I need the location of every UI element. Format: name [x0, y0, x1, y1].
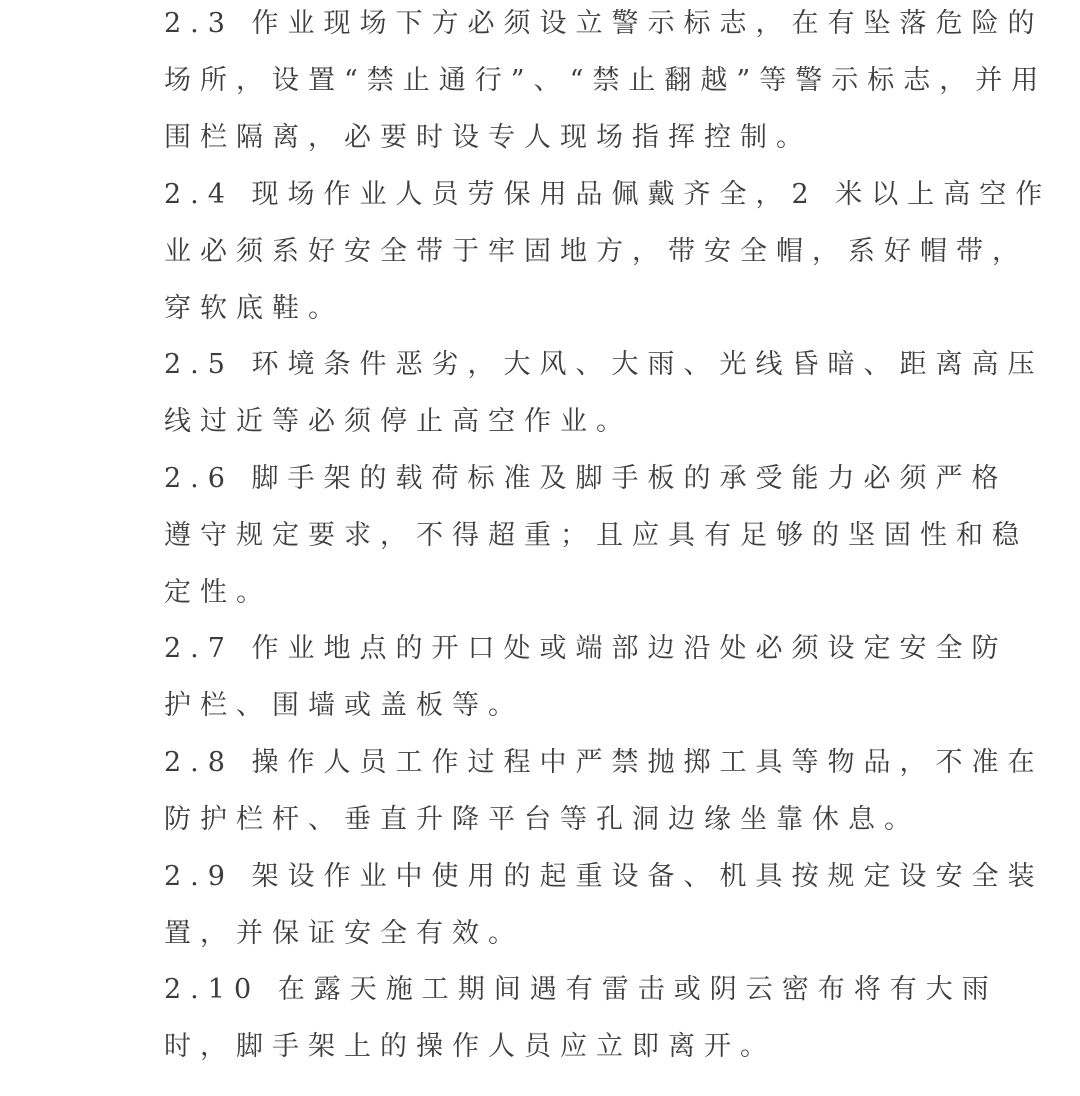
text-line: 2.9 架设作业中使用的起重设备、机具按规定设安全装 — [164, 861, 1044, 892]
text-line: 场所，设置“禁止通行”、“禁止翻越”等警示标志，并用 — [164, 65, 1048, 96]
text-line: 穿软底鞋。 — [164, 293, 344, 324]
text-line: 置，并保证安全有效。 — [164, 918, 524, 949]
text-line: 2.7 作业地点的开口处或端部边沿处必须设定安全防 — [164, 633, 1008, 664]
text-line: 2.4 现场作业人员劳保用品佩戴齐全，2 米以上高空作 — [164, 179, 1052, 210]
text-line: 定性。 — [164, 577, 272, 608]
text-line: 遵守规定要求，不得超重；且应具有足够的坚固性和稳 — [164, 520, 1028, 551]
text-line: 线过近等必须停止高空作业。 — [164, 406, 632, 437]
text-line: 围栏隔离，必要时设专人现场指挥控制。 — [164, 122, 812, 153]
text-line: 2.8 操作人员工作过程中严禁抛掷工具等物品，不准在 — [164, 747, 1044, 778]
text-line: 2.10 在露天施工期间遇有雷击或阴云密布将有大雨 — [164, 974, 998, 1005]
text-line: 2.3 作业现场下方必须设立警示标志，在有坠落危险的 — [164, 8, 1044, 39]
text-line: 业必须系好安全带于牢固地方，带安全帽，系好帽带， — [164, 236, 1028, 267]
text-line: 时，脚手架上的操作人员应立即离开。 — [164, 1031, 776, 1062]
text-line: 防护栏杆、垂直升降平台等孔洞边缘坐靠休息。 — [164, 804, 920, 835]
text-line: 2.5 环境条件恶劣，大风、大雨、光线昏暗、距离高压 — [164, 349, 1044, 380]
text-line: 护栏、围墙或盖板等。 — [164, 690, 524, 721]
text-line: 2.6 脚手架的载荷标准及脚手板的承受能力必须严格 — [164, 463, 1008, 494]
